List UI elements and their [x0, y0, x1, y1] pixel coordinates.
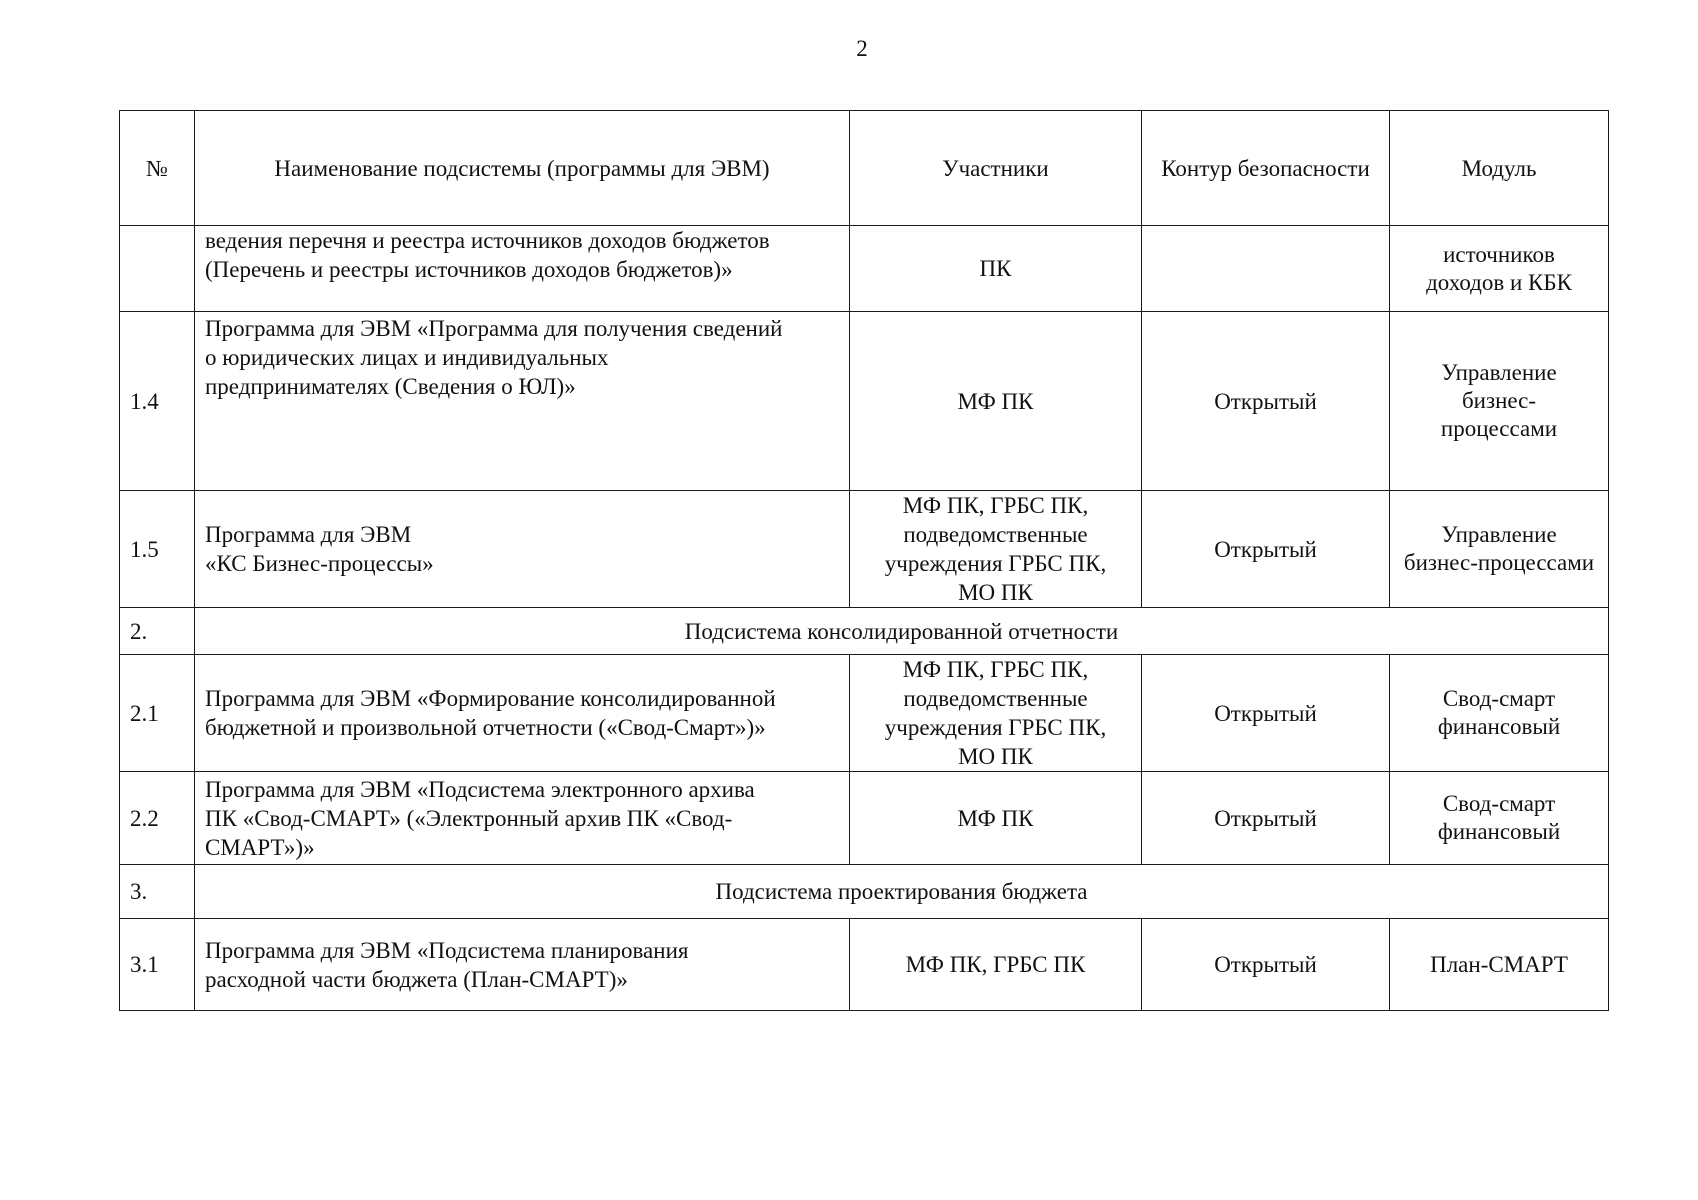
- row-participants: [850, 312, 1142, 491]
- participants-line: МФ ПК, ГРБС ПК,: [902, 493, 1089, 518]
- row-name-line: Программа для ЭВМ «Подсистема электронного архива: [205, 776, 755, 802]
- section-row: [120, 608, 1609, 655]
- row-number: 1.4: [120, 312, 195, 491]
- table-row: [120, 226, 1609, 312]
- row-participants: [850, 491, 1142, 608]
- row-name: [195, 491, 850, 608]
- row-name-line: СМАРТ»)»: [205, 834, 315, 860]
- header-module: Модуль: [1390, 111, 1609, 226]
- row-name-line: ПК «Свод-СМАРТ» («Электронный архив ПК «Свод-: [205, 805, 733, 831]
- row-number: [120, 226, 195, 312]
- row-participants: [850, 772, 1142, 865]
- header-participants: Участники: [850, 111, 1142, 226]
- row-module: [1390, 491, 1609, 608]
- row-name-line: Программа для ЭВМ «Подсистема планирования: [205, 937, 689, 963]
- header-number: №: [120, 111, 195, 226]
- row-name-line: Программа для ЭВМ «Программа для получения сведений: [205, 316, 783, 341]
- participants-line: подведомственные: [903, 522, 1088, 547]
- header-name: Наименование подсистемы (программы для ЭВМ): [195, 111, 850, 226]
- module-line: Свод-смарт: [1442, 791, 1556, 816]
- row-security: Открытый: [1142, 312, 1390, 491]
- row-number: 2.2: [120, 772, 195, 865]
- row-module: [1390, 312, 1609, 491]
- module-line: процессами: [1440, 416, 1558, 441]
- row-name-line: бюджетной и произвольной отчетности («Свод-Смарт»)»: [205, 715, 766, 740]
- row-name: [195, 226, 850, 312]
- participants-line: ПК: [979, 256, 1012, 281]
- row-module: [1390, 655, 1609, 772]
- table-row: [120, 772, 1609, 865]
- participants-line: МО ПК: [958, 744, 1033, 769]
- row-name-line: ведения перечня и реестра источников доходов бюджетов: [205, 228, 770, 253]
- table-header-row: [120, 111, 1609, 226]
- header-security: Контур безопасности: [1142, 111, 1390, 226]
- module-line: источников: [1443, 241, 1555, 267]
- row-name-line: предпринимателях (Сведения о ЮЛ)»: [205, 374, 576, 399]
- participants-line: МО ПК: [958, 580, 1033, 605]
- participants-line: подведомственные: [903, 686, 1088, 711]
- table-row: [120, 312, 1609, 491]
- participants-line: МФ ПК: [957, 805, 1034, 831]
- section-number: 2.: [120, 608, 195, 655]
- row-security: [1142, 226, 1390, 312]
- subsystems-table: [119, 110, 1609, 1011]
- row-name-line: расходной части бюджета (План-СМАРТ)»: [205, 966, 628, 992]
- participants-line: МФ ПК, ГРБС ПК: [905, 952, 1086, 977]
- table-row: [120, 919, 1609, 1011]
- page-number: 2: [856, 36, 868, 61]
- row-security: Открытый: [1142, 919, 1390, 1011]
- module-line: План-СМАРТ: [1430, 951, 1568, 977]
- row-name-line: Программа для ЭВМ: [205, 522, 412, 547]
- row-name: [195, 919, 850, 1011]
- section-number: 3.: [120, 865, 195, 919]
- row-name-line: о юридических лицах и индивидуальных: [205, 345, 609, 370]
- section-title: Подсистема проектирования бюджета: [195, 865, 1609, 919]
- participants-line: МФ ПК: [957, 388, 1034, 414]
- module-line: Свод-смарт: [1442, 686, 1556, 711]
- row-module: [1390, 226, 1609, 312]
- participants-line: учреждения ГРБС ПК,: [884, 715, 1107, 740]
- table-row: [120, 491, 1609, 608]
- row-participants: [850, 226, 1142, 312]
- row-name-line: Программа для ЭВМ «Формирование консолидированной: [205, 686, 776, 711]
- module-line: финансовый: [1437, 714, 1561, 739]
- module-line: бизнес-: [1461, 388, 1537, 413]
- row-number: 1.5: [120, 491, 195, 608]
- row-module: [1390, 772, 1609, 865]
- participants-line: МФ ПК, ГРБС ПК,: [902, 657, 1089, 682]
- row-name-line: (Перечень и реестры источников доходов бюджетов)»: [205, 257, 733, 282]
- row-name: [195, 772, 850, 865]
- module-line: Управление: [1441, 360, 1557, 385]
- row-number: 3.1: [120, 919, 195, 1011]
- row-name-line: «КС Бизнес-процессы»: [205, 551, 434, 576]
- row-number: 2.1: [120, 655, 195, 772]
- row-security: Открытый: [1142, 491, 1390, 608]
- module-line: финансовый: [1437, 819, 1561, 844]
- module-line: доходов и КБК: [1426, 269, 1572, 295]
- row-participants: [850, 919, 1142, 1011]
- participants-line: учреждения ГРБС ПК,: [884, 551, 1107, 576]
- row-name: [195, 655, 850, 772]
- module-line: Управление: [1441, 522, 1557, 547]
- module-line: бизнес-процессами: [1403, 550, 1595, 575]
- section-row: [120, 865, 1609, 919]
- row-module: [1390, 919, 1609, 1011]
- row-participants: [850, 655, 1142, 772]
- row-security: Открытый: [1142, 655, 1390, 772]
- row-security: Открытый: [1142, 772, 1390, 865]
- row-name: [195, 312, 850, 491]
- section-title: Подсистема консолидированной отчетности: [195, 608, 1609, 655]
- table-row: [120, 655, 1609, 772]
